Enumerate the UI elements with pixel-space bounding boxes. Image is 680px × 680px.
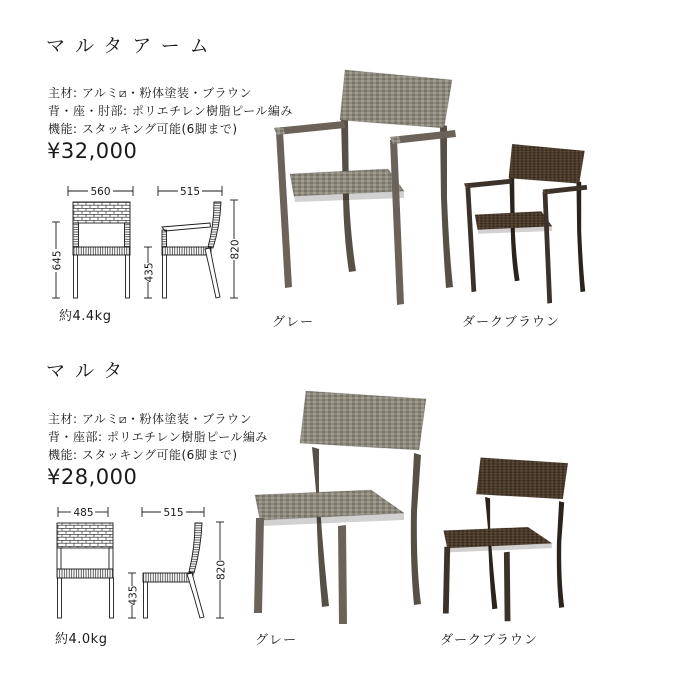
spec-line-material: 主材: アルミ⧄・粉体塗装・ブラウン	[48, 86, 253, 100]
product-specs	[48, 410, 268, 464]
product-price: ¥32,000	[47, 139, 138, 163]
dimension-diagram-armchair	[44, 178, 244, 310]
dim-depth-label: 515	[179, 186, 201, 198]
product-photo-gray-armchair	[268, 58, 460, 310]
color-label-darkbrown: ダークブラウン	[462, 315, 561, 330]
front-view-drawing	[73, 202, 130, 298]
product-photo-gray-sidechair	[250, 383, 440, 628]
dim-height-label: 820	[229, 239, 242, 260]
product-title: マルタアーム	[46, 35, 219, 57]
color-label-gray: グレー	[255, 633, 298, 648]
product-price: ¥28,000	[47, 465, 138, 489]
dimension-diagram-sidechair	[44, 498, 244, 648]
spec-line-weave: 背・座・肘部: ポリエチレン樹脂ピール編み	[48, 104, 293, 118]
product-photo-darkbrown-sidechair	[440, 452, 578, 624]
side-view-drawing	[143, 523, 204, 618]
dim-height-label: 820	[215, 559, 228, 581]
side-view-drawing	[162, 202, 221, 298]
dim-seat-height-label: 435	[127, 585, 140, 606]
product-title: マルタ	[46, 360, 133, 382]
spec-line-weave: 背・座部: ポリエチレン樹脂ピール編み	[48, 430, 268, 444]
dim-arm-height-label: 645	[51, 250, 64, 271]
dim-width-label: 485	[73, 507, 94, 519]
dim-depth-label: 515	[163, 507, 184, 519]
dim-width-label: 560	[90, 186, 111, 198]
dim-seat-height-label: 435	[143, 262, 156, 283]
product-specs	[48, 84, 293, 138]
spec-line-function: 機能: スタッキング可能(6脚まで)	[48, 448, 238, 462]
spec-line-material: 主材: アルミ⧄・粉体塗装・ブラウン	[48, 412, 253, 426]
color-label-darkbrown: ダークブラウン	[440, 633, 539, 648]
front-view-drawing	[57, 523, 114, 618]
product-photo-darkbrown-armchair	[460, 136, 590, 307]
spec-line-function: 機能: スタッキング可能(6脚まで)	[48, 122, 238, 136]
product-weight: 約4.4kg	[59, 309, 112, 324]
product-weight: 約4.0kg	[55, 632, 108, 647]
color-label-gray: グレー	[272, 315, 315, 330]
